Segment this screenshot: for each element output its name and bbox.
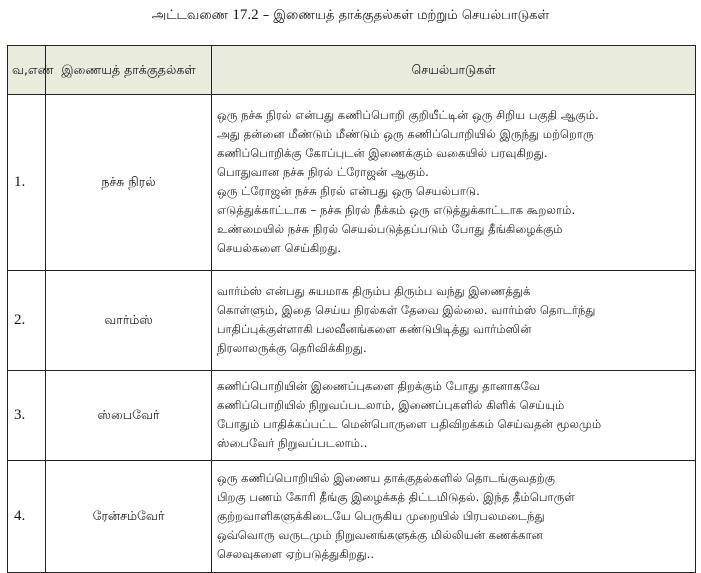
description-line: கொள்ளும், இதை செய்ய நிரல்கள் தேவை இல்லை. வார்ம்ஸ் தொடர்ந்து (217, 303, 596, 317)
table-row (8, 271, 696, 371)
table-caption (0, 2, 701, 28)
description-line: போதும் பாதிக்கப்பட்ட மென்பொருளை பதிவிறக்கம் செய்வதன் மூலமும் (217, 417, 602, 431)
row-description (212, 461, 696, 573)
row-sn: 2. (8, 271, 46, 371)
description-line: ஸ்பைவேர் நிறுவப்படலாம்.. (217, 436, 368, 450)
description-line: குற்றவாளிகளுக்கிடையே பெருகிய முறையில் பிரபலமடைந்து (217, 508, 545, 523)
header-function: செயல்பாடுகள் (212, 46, 696, 95)
description-line: அது தன்னை மீண்டும் மீண்டும் ஒரு கணிப்பொறியில் இருந்து மற்றொரு (217, 127, 594, 141)
description-line: கணிப்பொறியில் நிறுவப்படலாம், இணைப்புகளில் கிளிக் செய்யும் (217, 398, 565, 412)
table-row (8, 371, 696, 461)
row-sn: 3. (8, 371, 46, 461)
row-attack-name: வார்ம்ஸ் (46, 271, 212, 371)
description-line: நிரலாலருக்கு தெரிவிக்கிறது. (217, 341, 367, 355)
description-line: கணிப்பொறியின் இணைப்புகளை திறக்கும் போது தானாகவே (217, 379, 540, 393)
attacks-table (7, 45, 696, 573)
row-attack-name: நச்சு நிரல் (46, 95, 212, 271)
caption-title: – இணையத் தாக்குதல்கள் மற்றும் செயல்பாடுகள் (262, 8, 550, 23)
description-line: உண்மையில் நச்சு நிரல் செயல்படுத்தப்படும் போது தீங்கிழைக்கும் (217, 222, 563, 236)
row-description (212, 371, 696, 461)
description-line: ஒரு ட்ரோஜன் நச்சு நிரல் என்பது ஒரு செயல்பாடு. (217, 184, 480, 198)
row-description (212, 95, 696, 271)
description-line: ஒவ்வொரு வருடமும் நிறுவனங்களுக்கு மில்லியன் கணக்கான (217, 527, 543, 542)
row-description (212, 271, 696, 371)
description-line: ஒரு நச்சு நிரல் என்பது கணிப்பொறி குறியீட்டின் ஒரு சிறிய பகுதி ஆகும். (217, 108, 599, 122)
row-sn: 4. (8, 461, 46, 573)
row-attack-name: ரேன்சம்வேர் (46, 461, 212, 573)
header-sn: வ,எண் (8, 46, 46, 95)
table-row (8, 461, 696, 573)
description-line: செலவுகளை ஏற்படுத்துகிறது.. (217, 546, 375, 561)
description-line: கணிப்பொறிக்கு கோப்புடன் இணைக்கும் வகையில் பரவுகிறது. (217, 146, 548, 160)
description-line: பிறகு பணம் கோரி தீங்கு இழைக்கத் திட்டமிடுதல். இந்த தீம்பொருள் (217, 489, 575, 504)
caption-prefix: அட்டவணை (151, 8, 229, 23)
caption-number: 17.2 (232, 7, 259, 23)
row-sn: 1. (8, 95, 46, 271)
description-line: எடுத்துக்காட்டாக – நச்சு நிரல் நீக்கம் ஒரு எடுத்துக்காட்டாக கூறலாம். (217, 203, 576, 217)
description-line: ஒரு கணிப்பொறியில் இணைய தாக்குதல்களில் தொடங்குவதற்கு (217, 470, 555, 485)
row-attack-name: ஸ்பைவேர் (46, 371, 212, 461)
table-row (8, 95, 696, 271)
description-line: வார்ம்ஸ் என்பது சுயமாக திரும்ப திரும்ப வந்து இணைத்துக் (217, 284, 531, 298)
description-line: பாதிப்புக்குள்ளாகி பலவீனங்களை கண்டுபிடித்து வார்ம்ஸின் (217, 322, 532, 336)
header-attack: இணையத் தாக்குதல்கள் (46, 46, 212, 95)
description-line: செயல்களை செய்கிறது. (217, 241, 342, 255)
description-line: பொதுவான நச்சு நிரல் ட்ரோஜன் ஆகும். (217, 165, 429, 179)
table-header-row (8, 46, 696, 95)
